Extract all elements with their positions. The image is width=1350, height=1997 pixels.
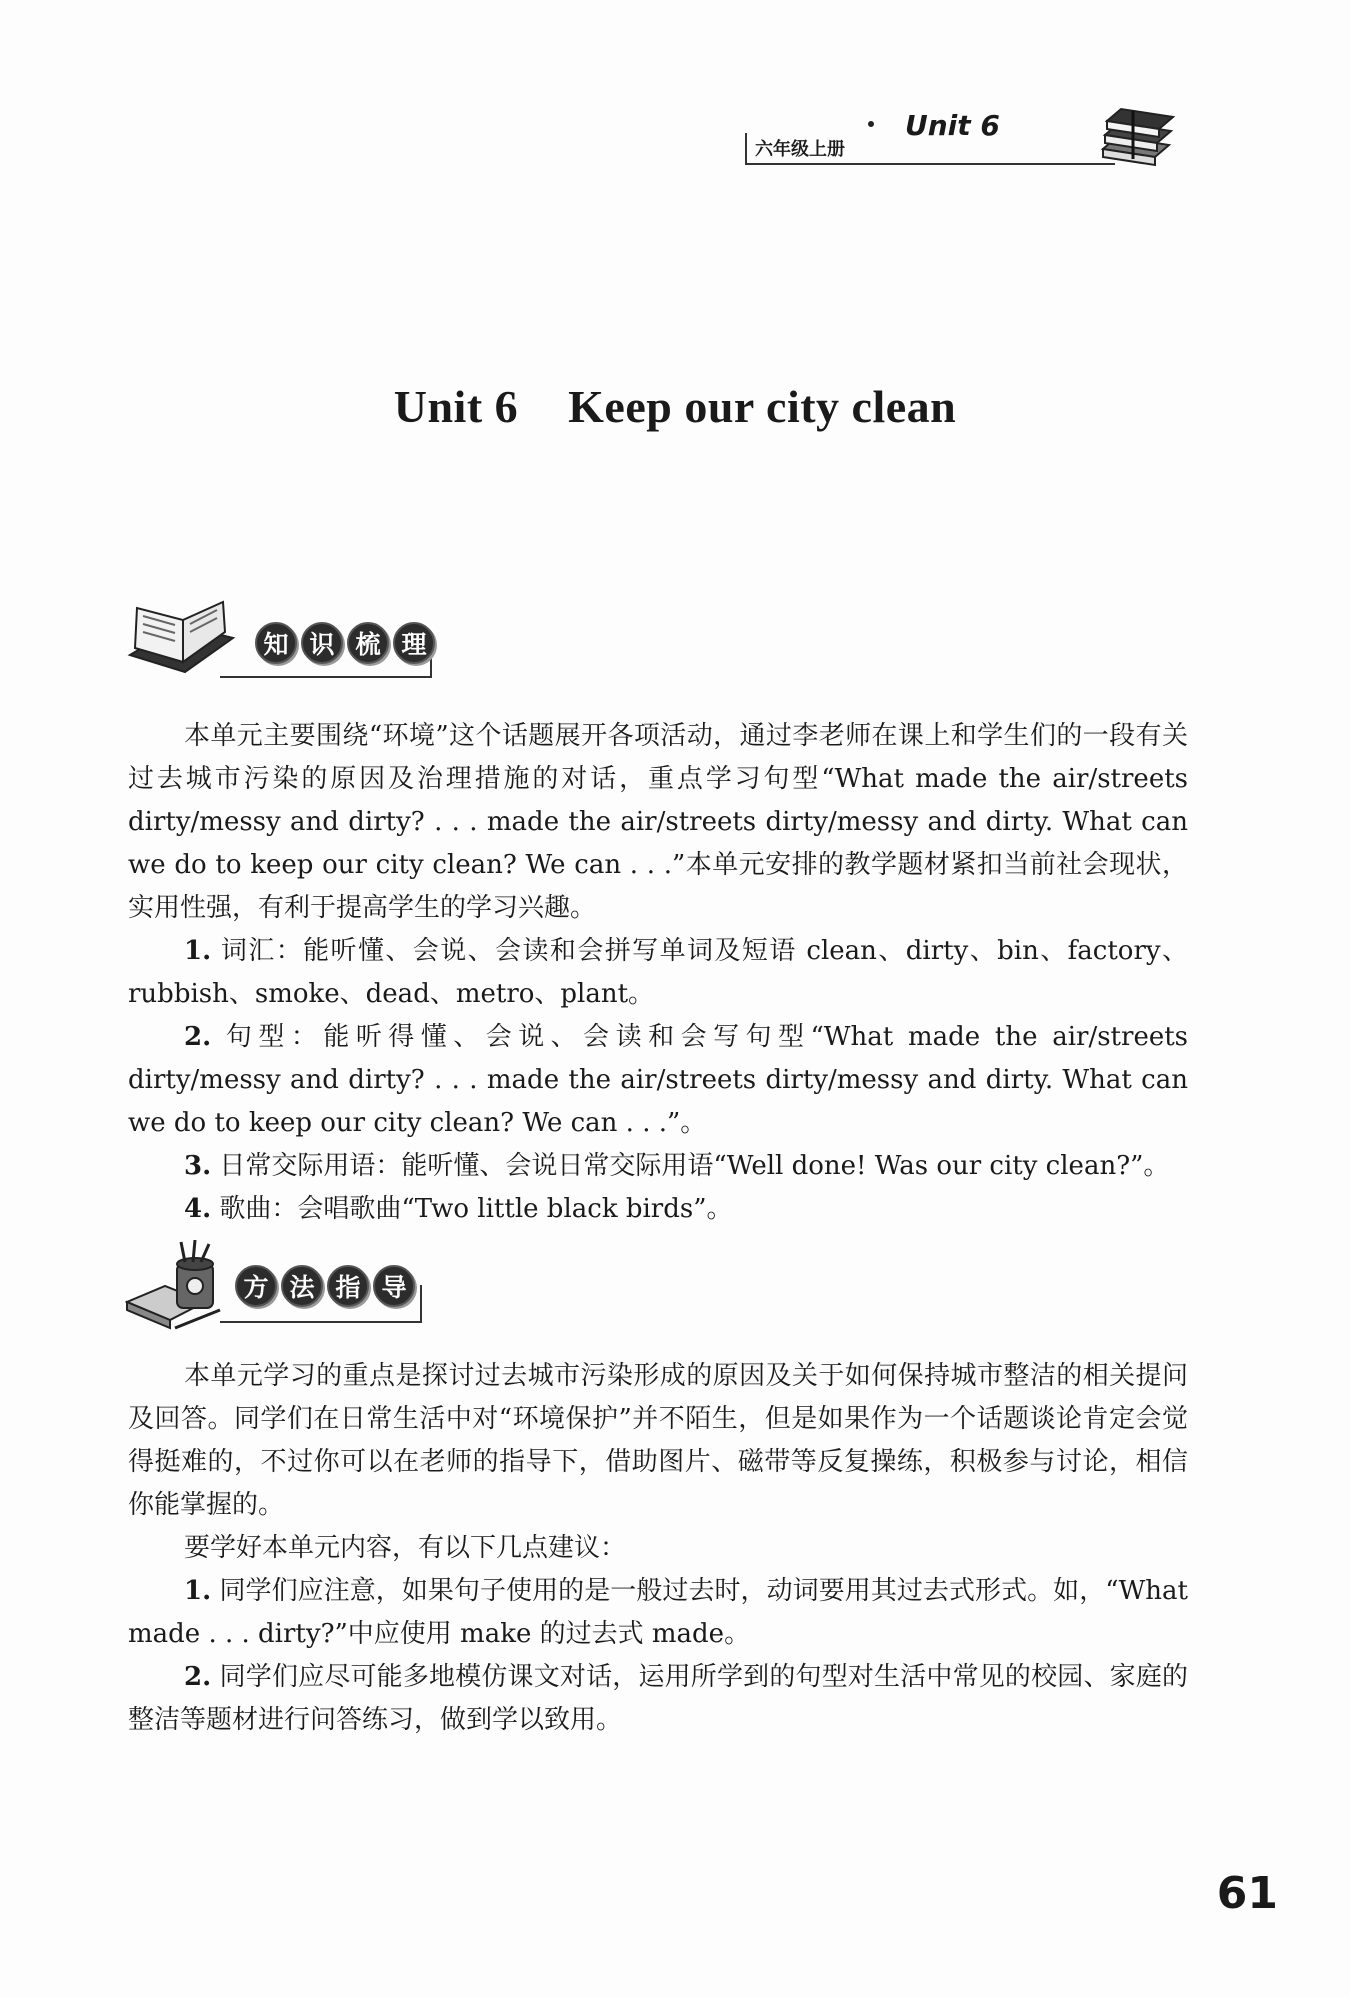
heading-char: 法 xyxy=(281,1265,323,1307)
heading-char: 导 xyxy=(373,1265,415,1307)
heading-char: 指 xyxy=(327,1265,369,1307)
heading-char: 识 xyxy=(301,622,343,664)
list-item xyxy=(128,1656,1188,1742)
list-item xyxy=(128,1016,1188,1145)
page-number: 61 xyxy=(1216,1868,1278,1919)
header-dot xyxy=(868,121,874,127)
heading-char: 方 xyxy=(235,1265,277,1307)
title-name: Keep our city clean xyxy=(568,381,957,432)
section-knowledge-text xyxy=(128,715,1188,1231)
list-item xyxy=(128,1570,1188,1656)
pencil-cup-icon xyxy=(125,1240,235,1335)
item-text: 同学们应注意，如果句子使用的是一般过去时，动词要用其过去式形式。如，“What made . . . dirty?”中应使用 make 的过去式 made。 xyxy=(128,1576,1189,1649)
item-text: 词汇：能听懂、会说、会读和会拼写单词及短语 clean、dirty、bin、factory、rubbish、smoke、dead、metro、plant。 xyxy=(128,936,1188,1009)
section-heading xyxy=(235,1265,415,1307)
running-header xyxy=(745,105,1175,170)
item-number: 1. xyxy=(184,1576,212,1606)
section-knowledge-banner xyxy=(125,600,455,690)
item-number: 1. xyxy=(184,936,212,966)
heading-char: 理 xyxy=(393,622,435,664)
paragraph: 要学好本单元内容，有以下几点建议： xyxy=(184,1533,627,1563)
header-unit-label: Unit 6 xyxy=(905,109,1000,142)
item-text: 歌曲：会唱歌曲“Two little black birds”。 xyxy=(219,1194,733,1224)
item-text: 同学们应尽可能多地模仿课文对话，运用所学到的句型对生活中常见的校园、家庭的整洁等题材进行问答练习，做到学以致用。 xyxy=(128,1662,1188,1735)
item-number: 4. xyxy=(184,1194,212,1224)
grade-label: 六年级上册 xyxy=(745,133,853,163)
heading-char: 知 xyxy=(255,622,297,664)
item-text: 日常交际用语：能听懂、会说日常交际用语“Well done! Was our city clean?”。 xyxy=(219,1151,1170,1181)
heading-char: 梳 xyxy=(347,622,389,664)
title-unit: Unit 6 xyxy=(393,381,519,432)
books-stack-icon xyxy=(1095,97,1175,167)
item-number: 2. xyxy=(184,1022,212,1052)
list-item xyxy=(128,1188,1188,1231)
paragraph: 本单元学习的重点是探讨过去城市污染形成的原因及关于如何保持城市整洁的相关提问及回答。同学们在日常生活中对“环境保护”并不陌生，但是如果作为一个话题谈论肯定会觉得挺难的，不过你可以在老师的指导下，借助图片、磁带等反复操练，积极参与讨论，相信你能掌握的。 xyxy=(128,1361,1188,1520)
section-method-text xyxy=(128,1355,1188,1742)
list-item xyxy=(128,1145,1188,1188)
item-number: 3. xyxy=(184,1151,212,1181)
section-heading xyxy=(255,622,435,664)
list-item xyxy=(128,930,1188,1016)
page-title xyxy=(0,380,1350,433)
item-number: 2. xyxy=(184,1662,212,1692)
item-text: 句型：能听得懂、会说、会读和会写句型“What made the air/streets dirty/messy and dirty? . . . made the air/streets dirty/messy and dirty. What can we do to keep our city clean? We can . . .”。 xyxy=(128,1022,1189,1138)
section-method-banner xyxy=(125,1240,435,1335)
header-rule xyxy=(745,163,1115,165)
paragraph: 本单元主要围绕“环境”这个话题展开各项活动，通过李老师在课上和学生们的一段有关过去城市污染的原因及治理措施的对话，重点学习句型“What made the air/streets dirty/messy and dirty? . . . made the air/streets dirty/messy and dirty. What can we do to keep our city clean? We can . . .”本单元安排的教学题材紧扣当前社会现状，实用性强，有利于提高学生的学习兴趣。 xyxy=(128,721,1188,923)
